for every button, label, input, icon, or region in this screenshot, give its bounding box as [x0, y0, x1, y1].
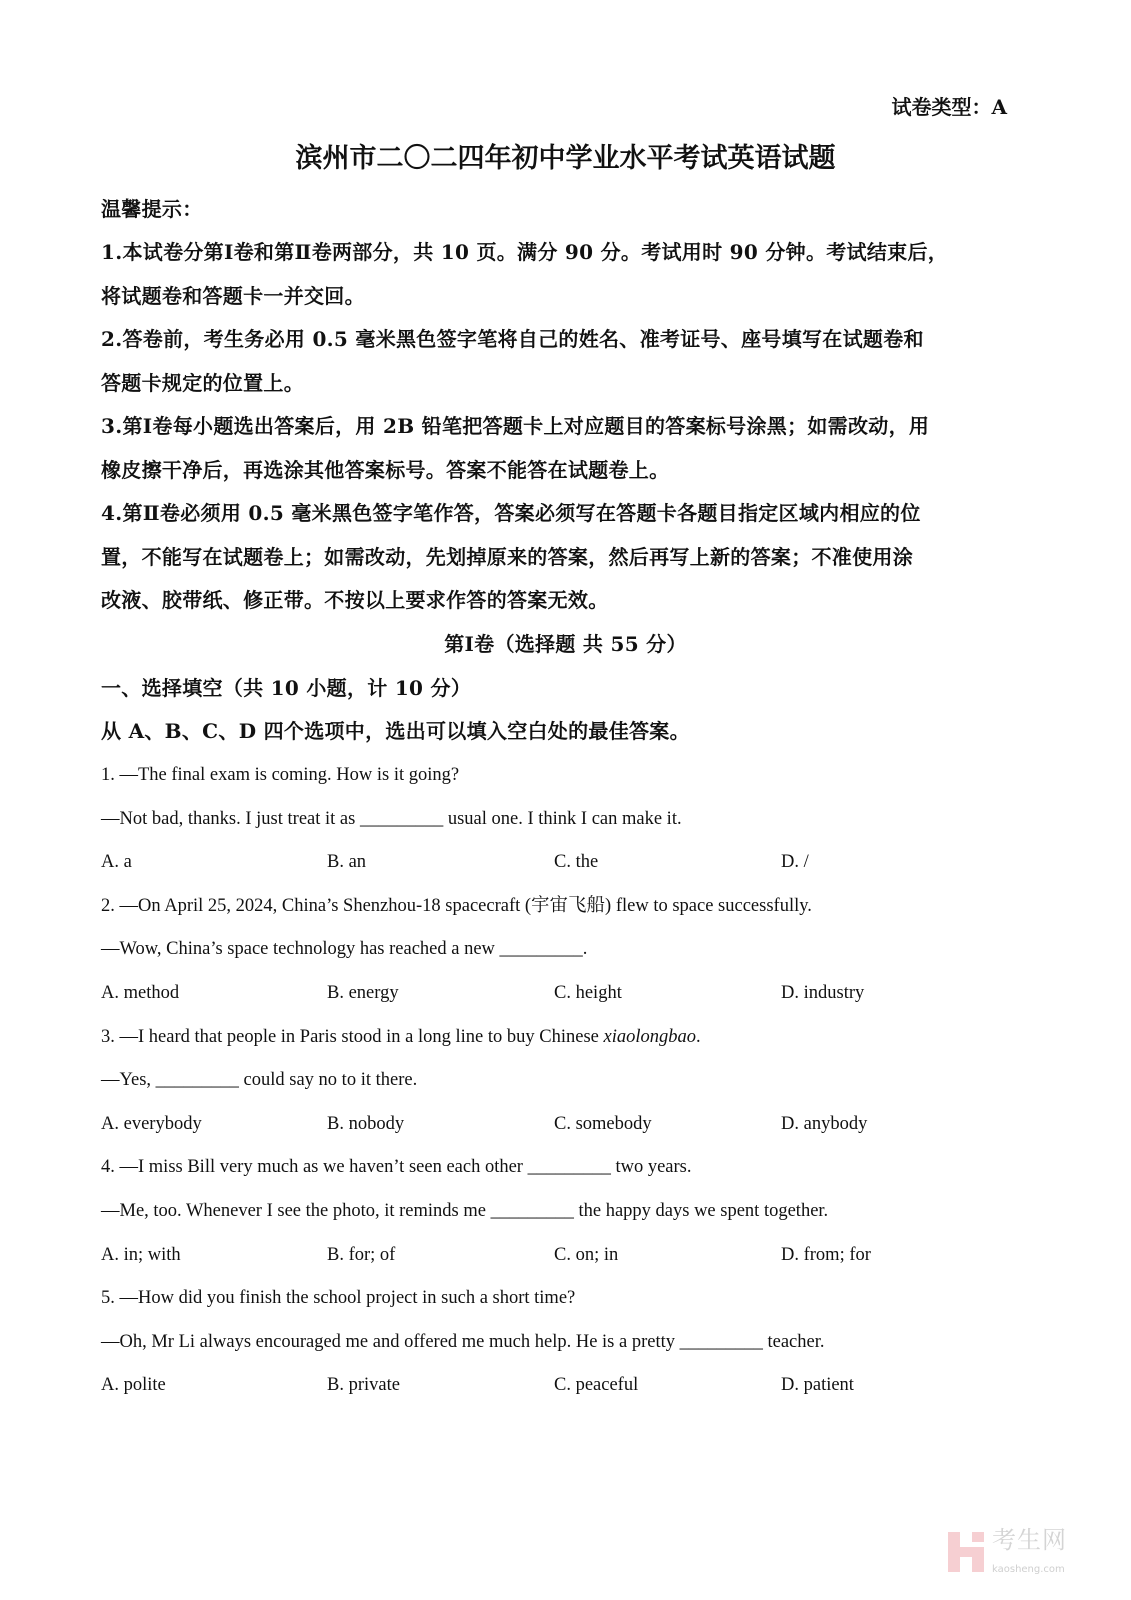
answer-option-c: C. somebody	[554, 1113, 652, 1134]
paper-type: 试卷类型：A	[891, 95, 1007, 119]
answer-option-d: D. anybody	[781, 1113, 868, 1134]
note-line: 将试题卷和答题卡一并交回。	[101, 284, 365, 308]
answer-option-a: A. method	[101, 983, 180, 1003]
note-line: 答题卡规定的位置上。	[101, 371, 304, 395]
answer-option-a: A. a	[101, 852, 132, 873]
answer-option-a: A. polite	[101, 1375, 166, 1396]
answer-option-a: A. in; with	[101, 1244, 181, 1265]
answer-option-b: B. nobody	[327, 1113, 405, 1134]
question-response: —Not bad, thanks. I just treat it as _________ usual one. I think I can make it.	[101, 808, 682, 829]
section-title: 一、选择填空（共 10 小题，计 10 分）	[101, 676, 472, 700]
answer-option-b: B. for; of	[327, 1244, 396, 1265]
question-stem	[101, 1285, 575, 1311]
exam-title: 滨州市二〇二四年初中学业水平考试英语试题	[295, 143, 836, 174]
note-line: 2.答卷前，考生务必用 0.5 毫米黑色签字笔将自己的姓名、准考证号、座号填写在试题卷和	[101, 327, 924, 351]
question-response: —Yes, _________ could say no to it there.	[101, 1070, 418, 1091]
answer-option-b: B. energy	[327, 983, 399, 1003]
answer-option-a: A. everybody	[101, 1113, 202, 1134]
answer-option-d: D. industry	[781, 983, 865, 1003]
answer-option-c: C. on; in	[554, 1244, 619, 1265]
watermark-url: kaosheng.com	[992, 1564, 1065, 1575]
question-stem	[101, 762, 459, 788]
section-instruction: 从 A、B、C、D 四个选项中，选出可以填入空白处的最佳答案。	[101, 719, 690, 743]
question-text: 3. —I heard that people in Paris stood in a long line to buy Chinese	[101, 1026, 604, 1047]
part-title: 第Ⅰ卷（选择题 共 55 分）	[444, 632, 687, 656]
watermark-logo-icon	[948, 1532, 984, 1572]
answer-option-d: D. from; for	[781, 1244, 871, 1265]
note-line: 1.本试卷分第Ⅰ卷和第Ⅱ卷两部分，共 10 页。满分 90 分。考试用时 90 分钟。考试结束后，	[101, 240, 949, 264]
answer-option-c: C. the	[554, 852, 599, 873]
note-line: 置，不能写在试题卷上；如需改动，先划掉原来的答案，然后再写上新的答案；不准使用涂	[101, 545, 913, 569]
watermark	[948, 1526, 1108, 1586]
note-line: 3.第Ⅰ卷每小题选出答案后，用 2B 铅笔把答题卡上对应题目的答案标号涂黑；如需改动，用	[101, 414, 930, 438]
answer-option-b: B. an	[327, 852, 367, 873]
italic-term: xiaolongbao	[603, 1026, 696, 1047]
note-line: 改液、胶带纸、修正带。不按以上要求作答的答案无效。	[101, 588, 609, 612]
note-line: 4.第Ⅱ卷必须用 0.5 毫米黑色签字笔作答，答案必须写在答题卡各题目指定区域内相应的位	[101, 501, 921, 525]
question-text: 1. —The final exam is coming. How is it going?	[101, 765, 460, 785]
answer-option-c: C. peaceful	[554, 1375, 639, 1396]
question-stem	[101, 1024, 701, 1050]
question-stem	[101, 1154, 692, 1180]
question-text-end: .	[696, 1026, 701, 1047]
question-stem	[101, 893, 812, 919]
answer-option-d: D. patient	[781, 1375, 854, 1396]
answer-option-d: D. /	[781, 852, 809, 873]
question-text: 2. —On April 25, 2024, China’s Shenzhou-18 spacecraft (宇宙飞船) flew to space successfully.	[101, 895, 812, 916]
question-response: —Me, too. Whenever I see the photo, it reminds me _________ the happy days we spent together.	[101, 1201, 829, 1221]
question-text: 5. —How did you finish the school project in such a short time?	[101, 1288, 576, 1309]
answer-option-c: C. height	[554, 983, 622, 1003]
notes-heading: 温馨提示：	[101, 197, 203, 221]
note-line: 橡皮擦干净后，再选涂其他答案标号。答案不能答在试题卷上。	[101, 458, 670, 482]
question-text: 4. —I miss Bill very much as we haven’t seen each other _________ two years.	[101, 1157, 692, 1178]
watermark-name: 考生网	[992, 1526, 1067, 1554]
answer-option-b: B. private	[327, 1375, 400, 1396]
question-response: —Oh, Mr Li always encouraged me and offered me much help. He is a pretty _________ teacher.	[101, 1331, 825, 1352]
question-response: —Wow, China’s space technology has reached a new _________.	[101, 939, 588, 960]
